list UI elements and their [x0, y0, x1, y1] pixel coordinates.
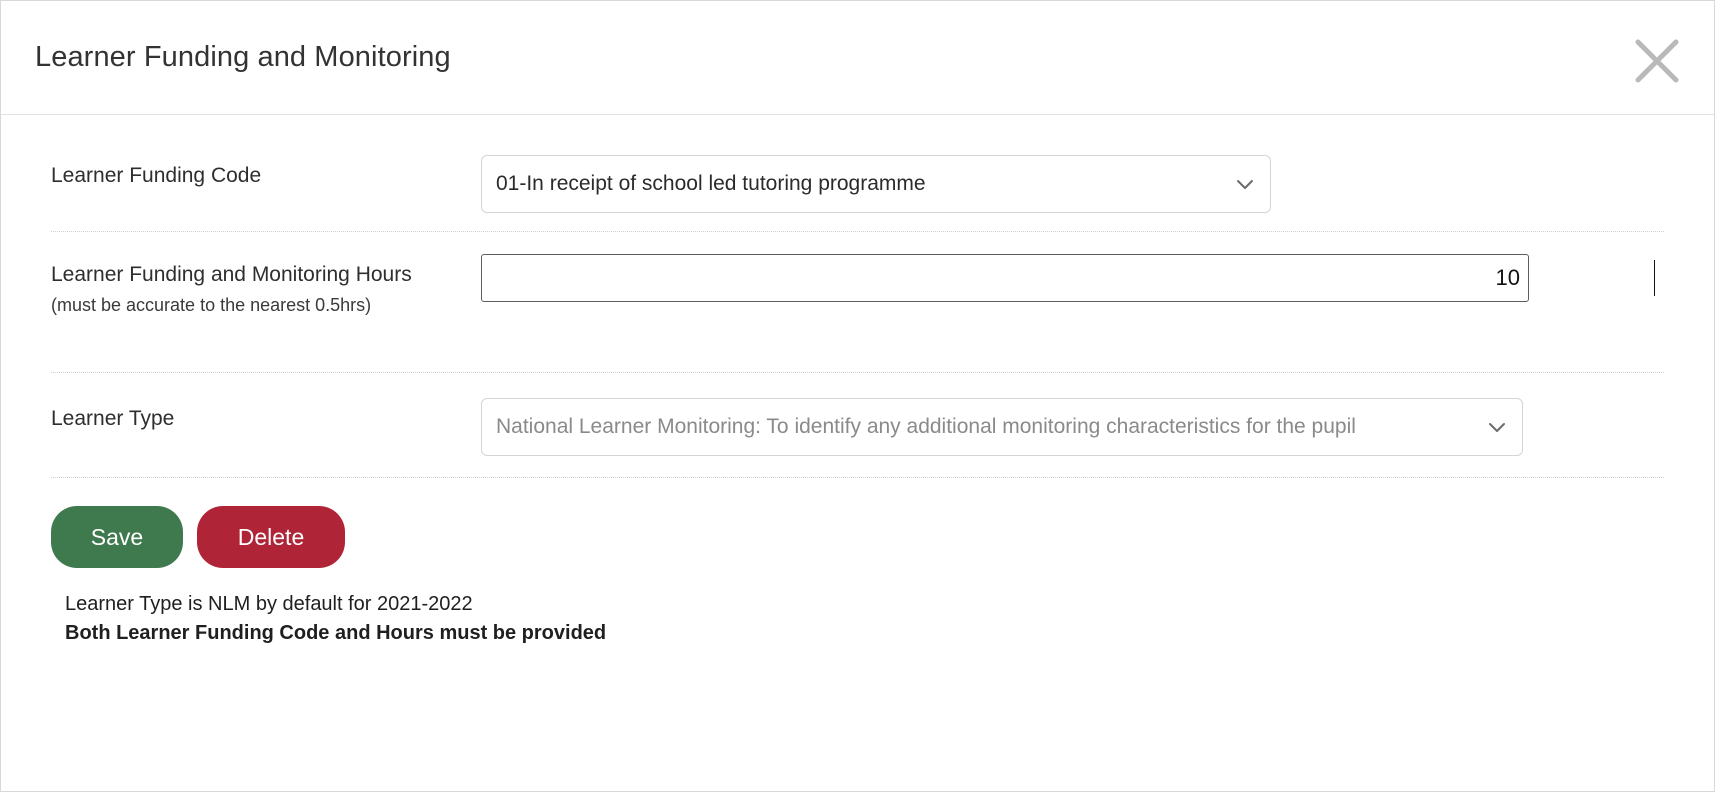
close-icon[interactable]	[1630, 34, 1684, 88]
learner-type-select[interactable]	[481, 398, 1523, 456]
delete-button[interactable]: Delete	[197, 506, 345, 568]
funding-code-value: 01-In receipt of school led tutoring programme	[496, 172, 926, 195]
funding-code-label: Learner Funding Code	[51, 164, 262, 187]
field-row-hours	[51, 232, 1664, 373]
page-title: Learner Funding and Monitoring	[35, 41, 451, 73]
field-row-learner-type	[51, 373, 1664, 478]
chevron-down-icon	[1234, 173, 1256, 195]
funding-code-control	[481, 155, 1664, 213]
hours-sublabel: (must be accurate to the nearest 0.5hrs)	[51, 295, 372, 315]
field-row-funding-code	[51, 115, 1664, 232]
text-caret	[1654, 260, 1656, 296]
learner-type-control	[481, 398, 1664, 456]
save-button[interactable]: Save	[51, 506, 183, 568]
action-buttons	[51, 478, 1664, 568]
chevron-down-icon	[1486, 416, 1508, 438]
note-default-learner-type: Learner Type is NLM by default for 2021-2022	[65, 593, 473, 615]
hours-input[interactable]	[481, 254, 1529, 302]
funding-code-select[interactable]	[481, 155, 1271, 213]
note-required-fields: Both Learner Funding Code and Hours must be provided	[65, 622, 607, 644]
modal-header	[1, 1, 1714, 115]
hours-control	[481, 254, 1664, 302]
hours-label-text: Learner Funding and Monitoring Hours	[51, 263, 412, 286]
learner-type-value: National Learner Monitoring: To identify any additional monitoring characteristics for the pupil	[496, 415, 1356, 438]
form-notes	[51, 568, 1664, 648]
modal-body	[1, 115, 1714, 648]
hours-label	[51, 254, 481, 317]
learner-type-label: Learner Type	[51, 407, 175, 430]
hours-input-wrap	[481, 254, 1664, 302]
